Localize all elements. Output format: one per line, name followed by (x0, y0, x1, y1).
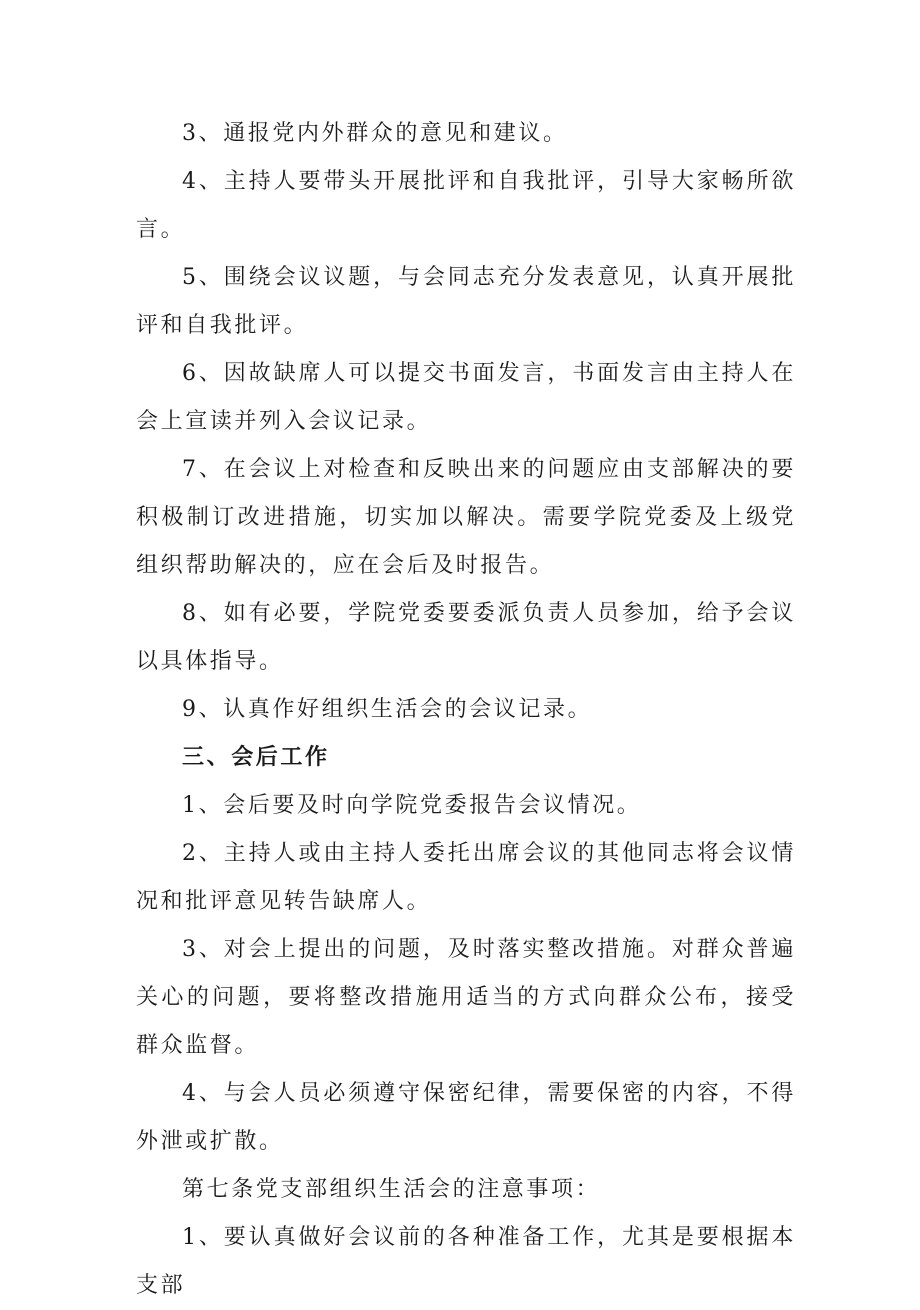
paragraph-item-7: 7、在会议上对检查和反映出来的问题应由支部解决的要积极制订改进措施，切实加以解决。需要学院党委及上级党组织帮助解决的，应在会后及时报告。 (136, 457, 796, 578)
paragraph-item-3: 3、通报党内外群众的意见和建议。 (182, 121, 568, 146)
document-body (136, 110, 796, 1310)
paragraph-item-6: 6、因故缺席人可以提交书面发言，书面发言由主持人在会上宣读并列入会议记录。 (136, 361, 796, 434)
paragraph-item-8: 8、如有必要，学院党委要委派负责人员参加，给予会议以具体指导。 (136, 601, 796, 674)
section-heading: 三、会后工作 (182, 745, 330, 770)
paragraph-after-4: 4、与会人员必须遵守保密纪律，需要保密的内容，不得外泄或扩散。 (136, 1081, 796, 1154)
paragraph-after-2: 2、主持人或由主持人委托出席会议的其他同志将会议情况和批评意见转告缺席人。 (136, 841, 796, 914)
paragraph-after-3: 3、对会上提出的问题，及时落实整改措施。对群众普遍关心的问题，要将整改措施用适当的方式向群众公布，接受群众监督。 (136, 937, 796, 1058)
paragraph-item-4: 4、主持人要带头开展批评和自我批评，引导大家畅所欲言。 (136, 169, 796, 242)
paragraph-after-1: 1、会后要及时向学院党委报告会议情况。 (182, 793, 642, 818)
paragraph-item-9: 9、认真作好组织生活会的会议记录。 (182, 697, 593, 722)
paragraph-note-1: 1、要认真做好会议前的各种准备工作，尤其是要根据本支部 (136, 1225, 796, 1298)
article-seven-title: 第七条党支部组织生活会的注意事项： (182, 1177, 601, 1202)
paragraph-item-5: 5、围绕会议议题，与会同志充分发表意见，认真开展批评和自我批评。 (136, 265, 796, 338)
